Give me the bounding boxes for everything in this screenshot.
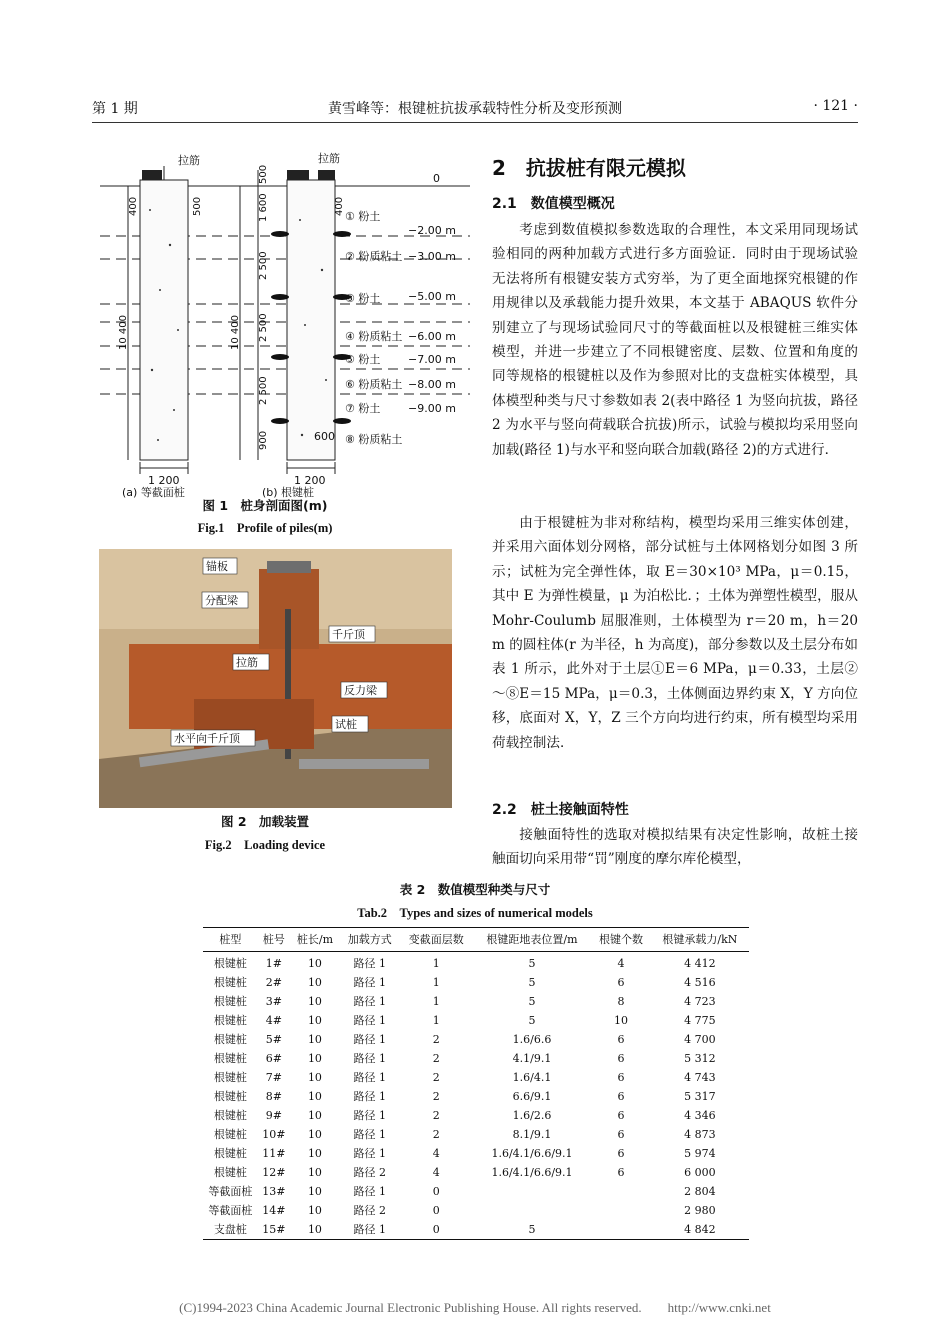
table-cell: 根键桩 [213,995,247,1008]
table-cell: 1.6/4.1/6.6/9.1 [491,1147,573,1160]
col-header: 桩型 [219,933,242,946]
layer-2: ② 粉质粘土 [345,250,403,263]
depth-9: −9.00 m [408,402,456,415]
table-row [203,1068,749,1087]
table-cell: 2# [265,976,282,989]
table-cell: 5 312 [684,1052,716,1065]
col-header: 加载方式 [347,933,392,946]
table-cell: 4 [617,957,625,970]
layer-8: ⑧ 粉质粘土 [345,433,403,446]
figure1-caption-en: Fig.1 Profile of piles(m) [197,521,333,535]
table-row [203,1220,749,1240]
table-cell: 4.1/9.1 [512,1052,552,1065]
table-cell: 1 [432,1014,440,1027]
table-cell: 4 842 [684,1223,716,1236]
table-cell: 等截面桩 [208,1185,253,1198]
table-cell: 路径 1 [353,1090,386,1103]
table-row [203,973,749,992]
dim-a-500: 500 [192,196,203,216]
table-cell: 路径 1 [353,957,386,970]
table-cell: 0 [432,1204,440,1217]
layer-3: ③ 粉土 [345,292,381,305]
table-cell: 1.6/4.1 [512,1071,552,1084]
table-row [203,1011,749,1030]
table-cell: 15# [262,1223,286,1236]
layer-1: ① 粉土 [345,210,381,223]
layer-4: ④ 粉质粘土 [345,330,403,343]
table-cell: 9# [265,1109,282,1122]
table-cell: 6 [617,1128,625,1141]
layer-6: ⑥ 粉质粘土 [345,378,403,391]
label-anchor: 锚板 [206,560,228,573]
table-cell: 5# [265,1033,282,1046]
dim-a-400: 400 [128,196,139,216]
label-reaction: 反力梁 [344,684,377,697]
figure1-pile-profile [90,150,480,502]
table-cell [591,1182,651,1201]
table-cell: 根键桩 [213,957,247,970]
table-cell: 11# [262,1147,286,1160]
table-cell: 1.6/4.1/6.6/9.1 [491,1166,573,1179]
table-row [203,1182,749,1201]
table-cell: 2 [432,1033,440,1046]
table-row [203,1049,749,1068]
table-cell: 12# [262,1166,286,1179]
table2 [203,927,749,1240]
table-cell: 5 [528,957,536,970]
table-cell: 根键桩 [213,1166,247,1179]
dim-900: 900 [258,430,269,450]
table-cell: 等截面桩 [208,1204,253,1217]
table-cell: 4 [432,1166,440,1179]
dim-b-500: 500 [258,164,269,184]
table-cell: 0 [432,1223,440,1236]
table-cell: 10 [307,957,322,970]
subsection-2-2: 2.2 桩土接触面特性 [492,802,629,818]
paragraph-3: 接触面特性的选取对模拟结果有决定性影响，故桩土接触面切向采用带“罚”刚度的摩尔库伦模型， [492,827,858,868]
table-cell: 10 [307,1071,322,1084]
table-cell: 路径 1 [353,1128,386,1141]
figure2-caption-en: Fig.2 Loading device [204,838,326,852]
table-cell: 路径 1 [353,1033,386,1046]
table-cell: 10 [307,1204,322,1217]
table-cell: 14# [262,1204,286,1217]
table-cell: 10 [307,976,322,989]
label-rebar: 拉筋 [236,656,258,669]
depth-8: −8.00 m [408,378,456,391]
table-cell: 路径 1 [353,1147,386,1160]
table-cell: 路径 1 [353,976,386,989]
table-row [203,1125,749,1144]
table-cell: 10 [307,1090,322,1103]
paragraph-2: 由于根键桩为非对称结构，模型均采用三维实体创建，并采用六面体划分网格，部分试桩与土体网格划分如图 3 所示；试桩为完全弹性体，取 E＝30×10³ MPa，μ＝0.15，其中 E 为弹性模量，μ 为泊松比．；土体为弹塑性模型，服从 Mohr-Coulumb 屈服准则，土体模型为 r＝20 m，h＝20 m 的圆柱体(r 为半径，h 为高度)，部分参数以及土层分布如表 1 所示，此外对于土层①E＝6 MPa，μ＝0.33，土层②～⑧E＝15 MPa，μ＝0.3，土体侧面边界约束 X，Y 方向位移，底面对 X，Y，Z 三个方向均进行约束，所有模型均采用荷载控制法． [492,515,858,751]
table-cell: 根键桩 [213,1052,247,1065]
table-cell: 2 [432,1052,440,1065]
table-cell: 6 [617,1052,625,1065]
table-row [203,1201,749,1220]
table-cell: 10 [307,1128,322,1141]
table-cell: 10 [307,1223,322,1236]
table-cell: 6 [617,1166,625,1179]
table-cell: 4 516 [684,976,716,989]
pile-a-body [140,180,188,460]
table-cell: 支盘桩 [213,1223,247,1236]
table-cell: 根键桩 [213,1147,247,1160]
table-cell: 5 [528,976,536,989]
table-cell: 4 723 [684,995,716,1008]
table-cell: 2 [432,1128,440,1141]
table-cell: 5 974 [684,1147,716,1160]
col-header: 桩号 [262,933,285,946]
table-cell [473,1201,591,1220]
table-cell: 10# [262,1128,286,1141]
width-a: 1 200 [148,474,180,487]
dim-b-400: 400 [334,196,345,216]
table-cell: 8 [617,995,625,1008]
issue-number: 第 1 期 [92,101,138,117]
pile-b-body [287,180,335,460]
table-cell: 根键桩 [213,1071,247,1084]
table-cell: 6 [617,1090,625,1103]
anchor-plate [267,561,311,573]
table-cell: 1 [432,976,440,989]
table-cell: 路径 2 [353,1204,386,1217]
table-cell [473,1182,591,1201]
width-b: 1 200 [294,474,326,487]
copyright-footer: (C)1994-2023 China Academic Journal Electronic Publishing House. All rights reserved. http://www.cnki.net [179,1300,771,1315]
table-cell: 1.6/2.6 [512,1109,552,1122]
table-cell: 根键桩 [213,1014,247,1027]
layer-5: ⑤ 粉土 [345,353,381,366]
table-cell: 7# [265,1071,282,1084]
table-row [203,1144,749,1163]
table-row [203,1106,749,1125]
table-cell: 3# [265,995,282,1008]
table-cell: 4 700 [684,1033,716,1046]
depth-7: −7.00 m [408,353,456,366]
table-cell: 根键桩 [213,1090,247,1103]
table-cell: 10 [307,995,322,1008]
table-cell: 4 [432,1147,440,1160]
dim-2500b: 2 500 [258,313,269,342]
table-cell: 路径 1 [353,1223,386,1236]
depth-2: −2.00 m [408,224,456,237]
table-cell: 6 000 [684,1166,716,1179]
key-length: 600 [314,430,335,443]
table-cell: 10 [307,1166,322,1179]
table-cell: 10 [307,1033,322,1046]
table-cell: 8.1/9.1 [512,1128,552,1141]
table-row [203,992,749,1011]
col-header: 根键承载力/kN [662,933,738,946]
col-header: 桩长/m [296,933,334,946]
table-cell: 1# [265,957,282,970]
subsection-2-1: 2.1 数值模型概况 [492,196,615,212]
table-cell: 1.6/6.6 [512,1033,552,1046]
table-cell: 路径 2 [353,1166,386,1179]
table-cell: 4 412 [684,957,716,970]
table-cell: 路径 1 [353,995,386,1008]
table-cell: 4 873 [684,1128,716,1141]
table-cell: 6 [617,1109,625,1122]
table-cell: 路径 1 [353,1185,386,1198]
table-cell: 根键桩 [213,1109,247,1122]
col-header: 根键个数 [598,933,643,946]
table-row [203,1163,749,1182]
depth-6: −6.00 m [408,330,456,343]
table-cell: 2 [432,1109,440,1122]
table-cell: 5 [528,1223,536,1236]
table-cell: 10 [307,1052,322,1065]
table-cell: 10 [307,1109,322,1122]
table-cell: 4 743 [684,1071,716,1084]
label-hjack: 水平向千斤顶 [174,732,240,745]
table-cell: 13# [262,1185,286,1198]
table-cell: 6 [617,1147,625,1160]
table-cell: 10 [307,1014,322,1027]
table-cell: 根键桩 [213,1033,247,1046]
rebar-label-a: 拉筋 [178,154,200,167]
table-header-row [203,928,749,952]
table2-caption-en: Tab.2 Types and sizes of numerical models [357,906,593,920]
label-pile: 试桩 [335,718,357,731]
dim-1600: 1 600 [258,193,269,222]
figure1-caption-cn: 图 1 桩身剖面图(m) [202,498,328,513]
depth-5: −5.00 m [408,290,456,303]
table-cell: 5 [528,995,536,1008]
dim-2500c: 2 500 [258,376,269,405]
page-number: · 121 · [813,98,858,114]
col-header: 变截面层数 [408,933,464,946]
table-cell: 5 [528,1014,536,1027]
table-cell: 6 [617,976,625,989]
table-row [203,952,749,974]
table-cell: 8# [265,1090,282,1103]
table-cell: 2 804 [684,1185,716,1198]
table-cell: 0 [432,1185,440,1198]
table-cell: 4 775 [684,1014,716,1027]
table-cell: 路径 1 [353,1109,386,1122]
col-header: 根键距地表位置/m [486,933,578,946]
table-cell: 2 [432,1090,440,1103]
table-cell: 路径 1 [353,1071,386,1084]
table-cell: 2 [432,1071,440,1084]
table-cell: 根键桩 [213,976,247,989]
table-cell: 路径 1 [353,1052,386,1065]
table-cell: 根键桩 [213,1128,247,1141]
table-cell: 6 [617,1071,625,1084]
table-cell: 6 [617,1033,625,1046]
label-a: (a) 等截面桩 [122,486,185,499]
table-cell: 6# [265,1052,282,1065]
table-cell: 10 [613,1014,628,1027]
table2-caption-cn: 表 2 数值模型种类与尺寸 [399,882,551,897]
table-cell: 1 [432,995,440,1008]
label-jack: 千斤顶 [332,628,365,641]
table-row [203,1030,749,1049]
running-title: 黄雪峰等：根键桩抗拔承载特性分析及变形预测 [328,101,622,117]
total-length-b: 10 400 [230,315,241,350]
label-beam: 分配梁 [205,594,238,607]
table-cell: 1 [432,957,440,970]
table-cell: 2 980 [684,1204,716,1217]
depth-3: −3.00 m [408,250,456,263]
header-rule [92,122,858,123]
table-cell: 路径 1 [353,1014,386,1027]
section-title: 2 抗拔桩有限元模拟 [492,156,686,180]
table-cell [591,1220,651,1240]
table-cell: 4 346 [684,1109,716,1122]
figure2-caption-cn: 图 2 加载装置 [220,814,310,829]
running-header [92,96,858,120]
table-row [203,1087,749,1106]
table-cell: 10 [307,1185,322,1198]
table-cell: 5 317 [684,1090,716,1103]
zero-level: 0 [433,172,440,185]
total-length-a: 10 400 [118,315,129,350]
table-cell: 6.6/9.1 [512,1090,552,1103]
table-cell [591,1201,651,1220]
paragraph-1: 考虑到数值模拟参数选取的合理性，本文采用同现场试验相同的两种加载方式进行多方面验证．同时由于现场试验无法将所有根键安装方式穷举，为了更全面地探究根键的作用规律以及承载能力提升效果，本文基于 ABAQUS 软件分别建立了与现场试验同尺寸的等截面桩以及根键桩三维实体模型，并进一步建立了不同根键密度、层数、位置和角度的同等规格的根键桩以及作为参照对比的支盘桩实体模型，具体模型种类与尺寸参数如表 2(表中路径 1 为竖向抗拔，路径 2 为水平与竖向荷载联合抗拔)所示，试验与模拟均采用竖向加载(路径 1)与水平和竖向联合加载(路径 2)的方式进行． [492,222,858,458]
rebar-label-b: 拉筋 [318,152,340,165]
layer-7: ⑦ 粉土 [345,402,381,415]
figure2-loading-photo [99,549,452,808]
table-cell: 4# [265,1014,282,1027]
table-cell: 10 [307,1147,322,1160]
label-b: (b) 根键桩 [262,486,315,499]
dim-2500a: 2 500 [258,251,269,280]
table2-body [203,952,749,1240]
